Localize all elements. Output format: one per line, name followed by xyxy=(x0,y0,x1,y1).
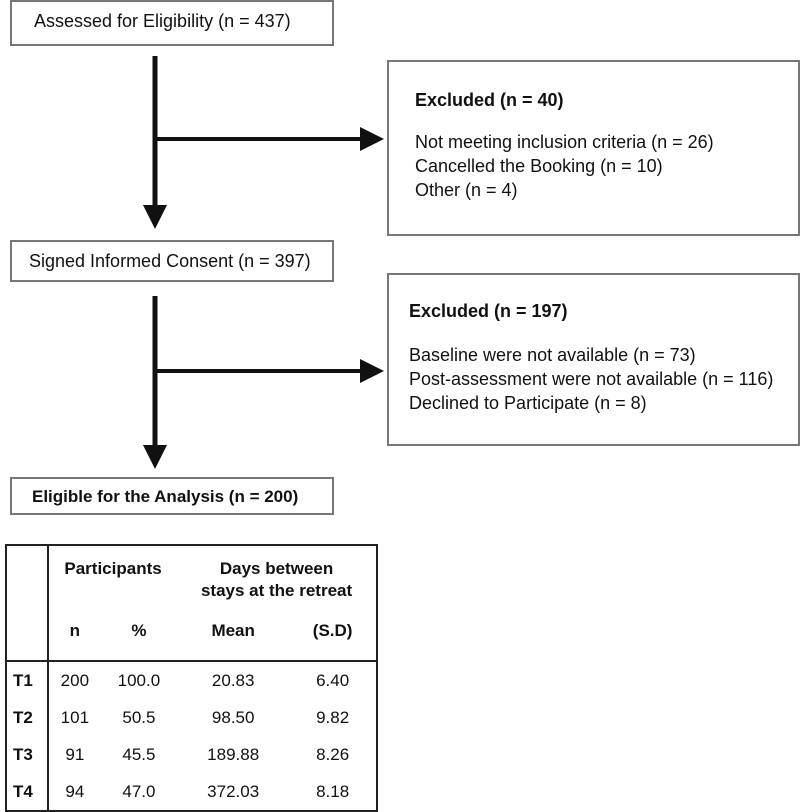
cell-pct: 47.0 xyxy=(122,781,156,801)
cell-pct: 100.0 xyxy=(117,670,161,690)
excluded-1-list xyxy=(415,130,714,202)
cell-n: 94 xyxy=(65,781,85,801)
excluded-2-list xyxy=(409,343,773,415)
group-participants-header: Participants xyxy=(64,559,162,578)
row-label: T2 xyxy=(6,699,48,736)
cell-pct: 45.5 xyxy=(122,744,156,764)
participants-table xyxy=(5,544,378,812)
table-corner-sub xyxy=(6,602,48,661)
col-pct-header: % xyxy=(101,602,177,661)
row-label: T1 xyxy=(6,661,48,699)
col-sd-header: (S.D) xyxy=(289,602,377,661)
cell-pct: 50.5 xyxy=(122,707,156,727)
row-label: T3 xyxy=(6,736,48,773)
table-row xyxy=(6,736,377,773)
consent-label: Signed Informed Consent (n = 397) xyxy=(29,251,311,271)
cell-mean: 189.88 xyxy=(207,744,260,764)
arrow-right-2-head xyxy=(360,359,384,383)
excluded-2-title: Excluded (n = 197) xyxy=(409,301,568,321)
excluded-box-1 xyxy=(387,60,800,236)
col-n-header: n xyxy=(48,602,101,661)
cell-sd: 6.40 xyxy=(316,670,350,690)
excluded-1-item: Cancelled the Booking (n = 10) xyxy=(415,156,663,176)
cell-n: 91 xyxy=(65,744,85,764)
cell-n: 200 xyxy=(60,670,90,690)
cell-mean: 372.03 xyxy=(207,781,260,801)
cell-sd: 8.18 xyxy=(316,781,350,801)
table-row xyxy=(6,699,377,736)
arrow-down-1-head xyxy=(143,205,167,229)
assessed-label: Assessed for Eligibility (n = 437) xyxy=(34,11,291,31)
cell-sd: 9.82 xyxy=(316,707,350,727)
excluded-box-2 xyxy=(387,273,800,446)
excluded-2-item: Post-assessment were not available (n = 116) xyxy=(409,369,774,389)
col-mean-header: Mean xyxy=(177,602,289,661)
table-column-header xyxy=(6,602,377,661)
table-corner xyxy=(6,545,48,602)
excluded-1-item: Other (n = 4) xyxy=(415,180,518,200)
cell-mean: 20.83 xyxy=(211,670,255,690)
arrow-down-2-head xyxy=(143,445,167,469)
excluded-1-item: Not meeting inclusion criteria (n = 26) xyxy=(415,132,714,152)
consent-box xyxy=(10,240,334,282)
row-label: T4 xyxy=(6,773,48,811)
assessed-box xyxy=(10,0,334,46)
table-row xyxy=(6,661,377,699)
cell-sd: 8.26 xyxy=(316,744,350,764)
eligible-label: Eligible for the Analysis (n = 200) xyxy=(32,487,299,506)
cell-mean: 98.50 xyxy=(211,707,255,727)
eligible-box xyxy=(10,477,334,515)
group-days-line1: Days between xyxy=(219,559,334,578)
table-group-header xyxy=(6,545,377,602)
excluded-2-item: Declined to Participate (n = 8) xyxy=(409,393,647,413)
arrow-right-1-head xyxy=(360,127,384,151)
group-days-line2: stays at the retreat xyxy=(200,581,353,600)
excluded-1-title: Excluded (n = 40) xyxy=(415,90,564,110)
table-row xyxy=(6,773,377,811)
group-days-header xyxy=(177,545,377,602)
cell-n: 101 xyxy=(60,707,90,727)
excluded-2-item: Baseline were not available (n = 73) xyxy=(409,345,696,365)
